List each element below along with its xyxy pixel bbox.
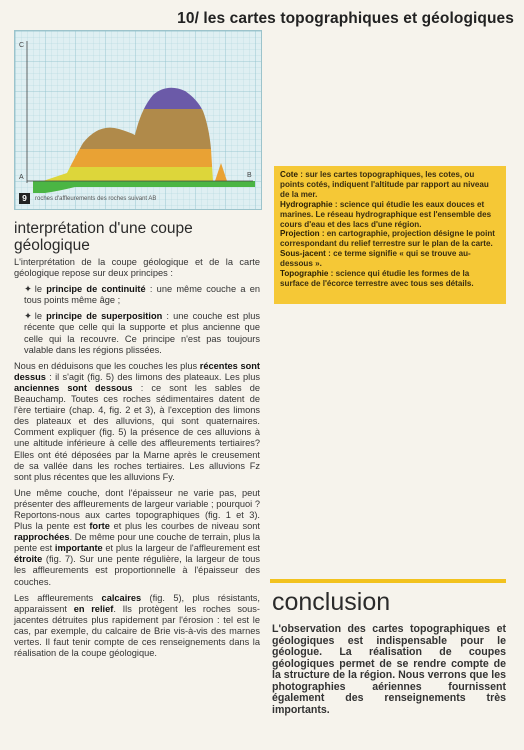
emphasis: importante [54, 543, 103, 554]
emphasis: en relief [73, 603, 114, 614]
glossary-definition: : science qui étudie les formes de la surface de l'écorce terrestre avec tous ses détails. [280, 269, 474, 288]
figure-caption [19, 193, 156, 204]
conclusion-text: L'observation des cartes topographiques et géologiques est indispensable pour le géologue. La réalisation de coupes géologiques permet de se rendre compte de la structure de la région. Nous verrons que les photographies aériennes fournissent également des renseignements très importants. [272, 623, 506, 716]
axis-c-label: C [19, 42, 25, 49]
figure-caption-text: roches d'affleurements des roches suivant AB [35, 195, 157, 202]
paragraph-limestone [14, 593, 260, 660]
text-run: (fig. 5), plus résistants, apparaissent [14, 592, 260, 614]
text-run: et plus les courbes de niveau sont [109, 521, 260, 532]
emphasis: rapprochées [14, 532, 70, 543]
glossary-entry [280, 249, 500, 269]
conclusion-heading: conclusion [272, 588, 391, 616]
bullet-icon: ✦ [24, 311, 32, 322]
glossary-term: Hydrographie [280, 199, 333, 209]
text-run: et plus la largeur de l'affleurement est [102, 543, 260, 554]
term-continuity: principe de continuité [46, 284, 146, 295]
intro-paragraph: L'interprétation de la coupe géologique et de la carte géologique repose sur deux principes : [14, 257, 260, 279]
term-superposition: principe de superposition [46, 311, 163, 322]
glossary-term: Cote [280, 170, 298, 179]
paragraph-layers [14, 361, 260, 483]
conclusion-divider [270, 579, 506, 583]
text-run: : il s'agit (fig. 5) des limons des plateaux. Les plus [45, 371, 260, 382]
text-run: . Ils protègent les roches sous-jacentes détruites plus rapidement par l'érosion : tel est le cas, par exemple, du calcaire de Brie vis-à-vis des marnes vertes. Il faut tenir compte de ces renseignements dans la réalisation de la coupe géologique. [14, 603, 260, 659]
cross-section-drawing [15, 31, 261, 209]
point-a-label: A [19, 174, 24, 181]
paragraph-outcrops [14, 488, 260, 588]
point-b-label: B [247, 172, 252, 179]
text-run: le [34, 311, 47, 322]
text-run: Les affleurements [14, 592, 102, 603]
text-run: Nous en déduisons que les couches les plus [14, 360, 200, 371]
glossary-entry [280, 170, 500, 200]
glossary-term: Projection [280, 229, 320, 239]
text-run: : une couche est plus récente que celle qui la supporte et plus ancienne que celle qui la recouvre. Ce principe n'est pas toujours valable dans les régions plissées. [24, 311, 260, 355]
glossary-entry [280, 269, 500, 289]
glossary-definition: : sur les cartes topographiques, les cotes, ou points cotés, indiquent l'altitude par rapport au niveau de la mer. [280, 170, 489, 199]
figure-number: 9 [19, 193, 30, 204]
page-title: 10/ les cartes topographiques et géologiques [177, 10, 514, 27]
glossary-entry [280, 229, 500, 249]
principle-continuity [14, 284, 260, 306]
text-run: Une même couche, dont l'épaisseur ne varie pas, peut présenter des affleurements de largeur variable ; pourquoi ? Reportons-nous aux cartes topographiques (fig. 1 et 3). Plus la pente est [14, 487, 260, 532]
emphasis: étroite [14, 554, 43, 565]
emphasis: forte [89, 521, 110, 532]
principle-superposition [14, 311, 260, 355]
text-run: (fig. 7). Sur une pente régulière, la largeur de tous les affleurements est proportionnelle à l'épaisseur des couches. [14, 554, 260, 587]
glossary-term: Topographie [280, 269, 329, 279]
glossary-box [274, 166, 506, 304]
emphasis: calcaires [101, 592, 142, 603]
text-run: . De même pour une couche de terrain, plus la pente est [14, 532, 260, 554]
glossary-definition: : science qui étudie les eaux douces et marines. Le réseau hydrographique est l'ensemble des cours d'eau et des lacs d'une région. [280, 199, 492, 229]
text-run: : une même couche a en tous points même âge ; [24, 284, 260, 306]
emphasis: récentes sont dessus [14, 360, 260, 382]
text-run: le [34, 284, 47, 295]
text-run: : ce sont les sables de Beauchamp. Toutes ces roches sédimentaires datent de l'ère tertiaire (chap. 4, fig. 2 et 3), à l'exception des limons des plateaux et des alluvions, qui sont quaternaires. Comment expliquer (fig. 5) la présence de ces alluvions à une altitude inférieure à celle des affleurements tertiaires? Elles ont été déposées par la Marne après le creusement de sa vallée dans les roches tertiaires. Les alluvions Fz sont plus récentes que les alluvions Fy. [14, 382, 260, 482]
main-text-column [14, 220, 260, 664]
glossary-term: Sous-jacent [280, 249, 326, 259]
bullet-icon: ✦ [24, 284, 32, 295]
emphasis: anciennes sont dessous [14, 382, 133, 393]
glossary-definition: : en cartographie, projection désigne le point correspondant du relief terrestre sur le plan de la carte. [280, 229, 495, 249]
glossary-entry [280, 200, 500, 230]
section-heading: interprétation d'une coupe géologique [14, 220, 193, 254]
glossary-definition: : ce terme signifie « qui se trouve au-dessous ». [280, 249, 471, 269]
cross-section-figure [14, 30, 262, 210]
